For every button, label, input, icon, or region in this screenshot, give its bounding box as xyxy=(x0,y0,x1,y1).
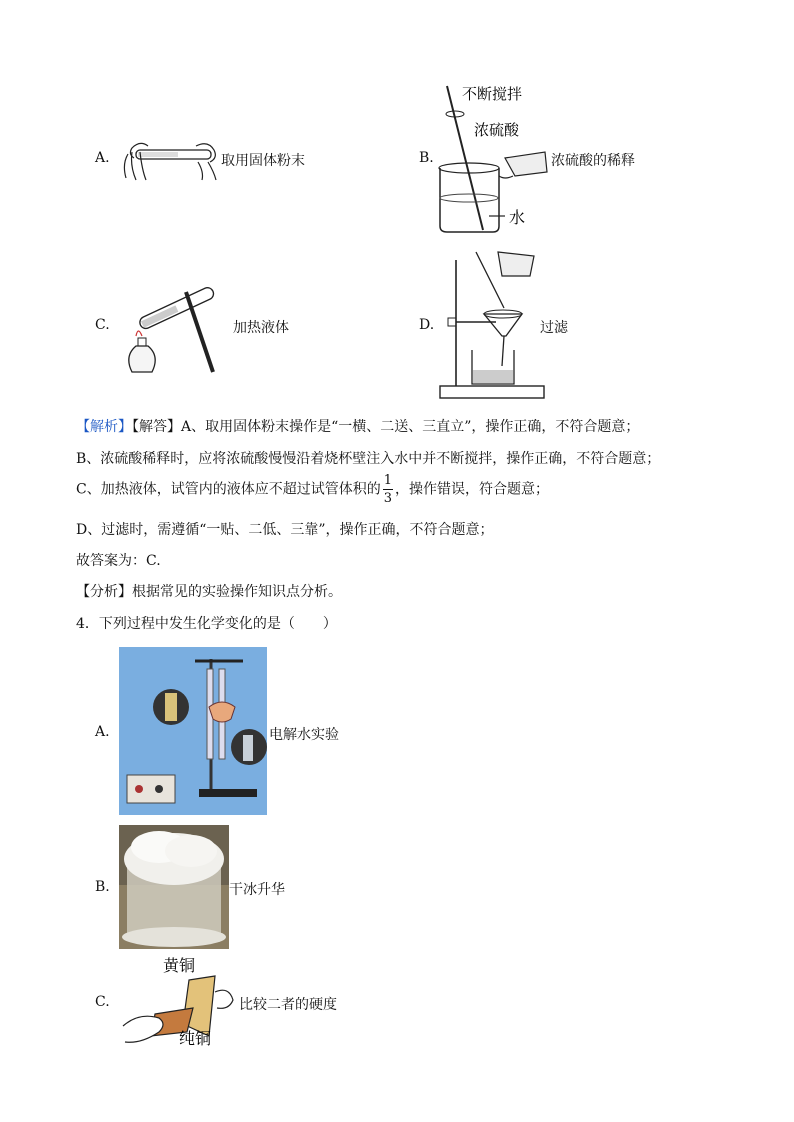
explanation-line-a xyxy=(76,416,639,436)
acid-label: 浓硫酸 xyxy=(474,121,520,139)
explanation-c-post: ，操作错误，符合题意； xyxy=(395,481,549,498)
jiexi-tag: 【解析】 xyxy=(76,419,132,435)
solid-powder-illustration xyxy=(118,132,220,184)
one-third-fraction xyxy=(383,474,393,505)
explanation-line-c xyxy=(76,474,549,505)
pure-copper-label: 纯铜 xyxy=(179,1029,212,1048)
stir-label: 不断搅拌 xyxy=(462,85,523,103)
q4-option-c-letter: C. xyxy=(95,994,110,1010)
q4-option-a-caption: 电解水实验 xyxy=(269,727,339,743)
q4-option-b-caption: 干冰升华 xyxy=(229,882,285,898)
option-d-caption: 过滤 xyxy=(540,320,568,336)
hardness-compare-illustration xyxy=(119,952,239,1048)
option-a-letter: A. xyxy=(95,150,110,166)
explanation-c-pre: C、加热液体，试管内的液体应不超过试管体积的 xyxy=(76,481,381,498)
explanation-a-text: A、取用固体粉末操作是“一横、二送、三直立”，操作正确，不符合题意； xyxy=(181,419,640,435)
explanation-line-b: B、浓硫酸稀释时，应将浓硫酸慢慢沿着烧杯壁注入水中并不断搅拌，操作正确，不符合题意； xyxy=(76,451,661,467)
fenxi-tag: 【分析】 xyxy=(76,584,132,600)
q4-option-b-letter: B. xyxy=(95,879,110,895)
electrolysis-photo xyxy=(119,647,267,815)
acid-dilution-illustration xyxy=(425,80,555,238)
water-label: 水 xyxy=(509,208,526,227)
answer-line: 故答案为：C. xyxy=(76,553,161,569)
analysis-line xyxy=(76,581,342,601)
analysis-text: 根据常见的实验操作知识点分析。 xyxy=(132,584,342,600)
option-c-caption: 加热液体 xyxy=(233,320,289,336)
explanation-line-d: D、过滤时，需遵循“一贴、二低、三靠”，操作正确，不符合题意； xyxy=(76,522,494,538)
jieda-tag: 【解答】 xyxy=(132,419,181,435)
filtration-illustration xyxy=(436,246,548,402)
option-a-caption: 取用固体粉末 xyxy=(221,153,305,169)
q4-option-c-caption: 比较二者的硬度 xyxy=(239,997,337,1013)
fraction-numerator: 1 xyxy=(383,473,392,488)
dry-ice-photo xyxy=(119,825,229,949)
brass-label: 黄铜 xyxy=(163,956,196,975)
question-4-stem: 4．下列过程中发生化学变化的是（ ） xyxy=(76,616,337,632)
heating-liquid-illustration xyxy=(118,252,218,378)
option-c-letter: C. xyxy=(95,317,110,333)
q4-option-a-letter: A. xyxy=(95,724,110,740)
option-b-caption: 浓硫酸的稀释 xyxy=(551,153,635,169)
option-d-letter: D. xyxy=(419,317,435,333)
option-b-letter: B. xyxy=(419,150,434,166)
fraction-denominator: 3 xyxy=(383,491,392,506)
